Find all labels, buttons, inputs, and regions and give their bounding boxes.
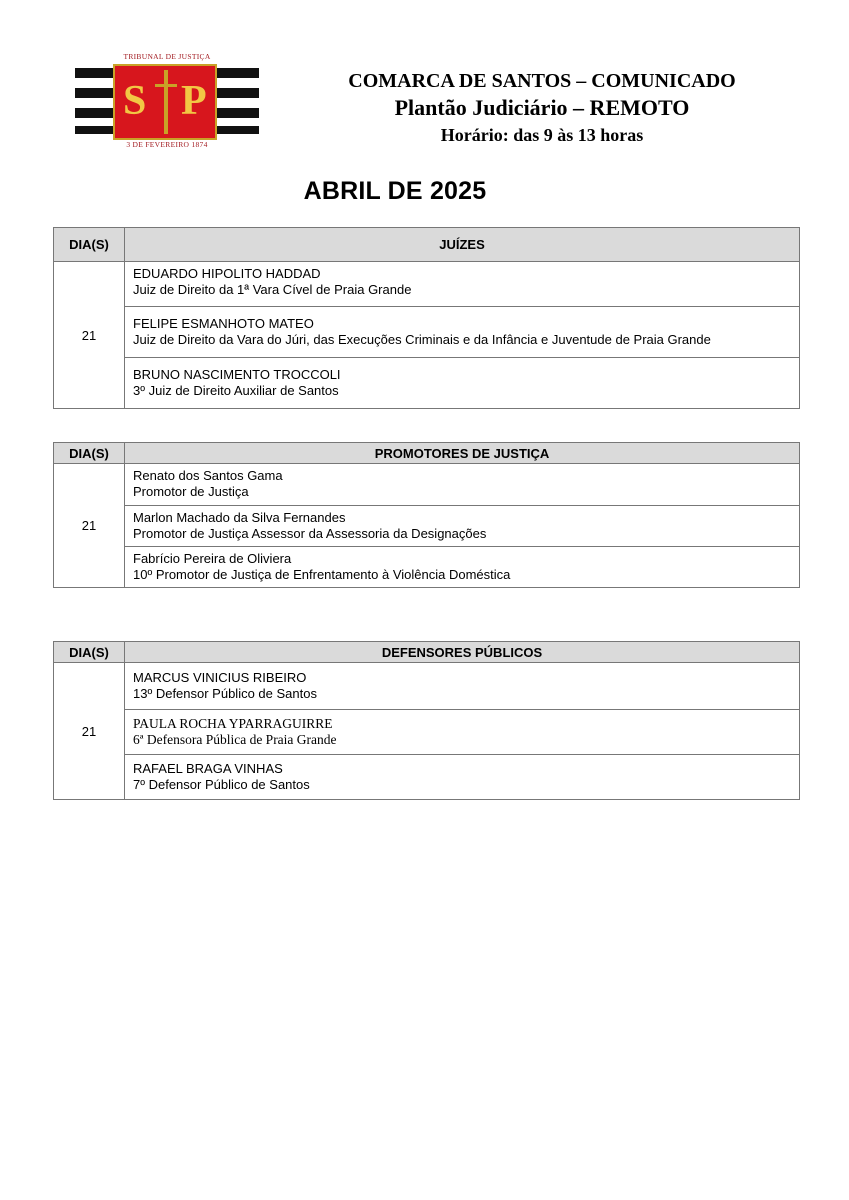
table-row [54, 710, 800, 755]
defenders-table [53, 641, 800, 800]
column-header-day: DIA(S) [54, 228, 125, 262]
entry-role: Promotor de Justiça [133, 484, 249, 499]
table-header-row [54, 642, 800, 663]
seal-bottom-text: 3 DE FEVEREIRO 1874 [126, 140, 208, 149]
sword-icon [164, 70, 168, 134]
day-cell: 21 [54, 663, 125, 800]
entry-cell [125, 547, 800, 588]
seal-letter-p: P [181, 78, 207, 124]
entry-role: 10º Promotor de Justiça de Enfrentamento à Violência Doméstica [133, 567, 511, 582]
sword-guard-icon [155, 84, 177, 87]
page-title: ABRIL DE 2025 [303, 177, 487, 205]
table-row [54, 262, 800, 307]
prosecutors-table [53, 442, 800, 588]
table-header-row [54, 228, 800, 262]
table-row [54, 755, 800, 800]
entry-name: FELIPE ESMANHOTO MATEO [133, 316, 314, 331]
column-header-defenders: DEFENSORES PÚBLICOS [125, 642, 800, 663]
column-header-day: DIA(S) [54, 443, 125, 464]
column-header-judges: JUÍZES [125, 228, 800, 262]
judges-table [53, 227, 800, 409]
court-seal-logo [75, 52, 259, 152]
entry-cell [125, 307, 800, 358]
entry-cell [125, 464, 800, 506]
entry-name: Marlon Machado da Silva Fernandes [133, 510, 346, 525]
entry-role: 3º Juiz de Direito Auxiliar de Santos [133, 383, 339, 398]
header-plantao: Plantão Judiciário – REMOTO [394, 95, 690, 120]
table-row [54, 663, 800, 710]
page-header [300, 68, 784, 148]
entry-name: Renato dos Santos Gama [133, 468, 283, 483]
entry-cell [125, 358, 800, 409]
table-row [54, 464, 800, 506]
day-cell: 21 [54, 464, 125, 588]
column-header-prosecutors: PROMOTORES DE JUSTIÇA [125, 443, 800, 464]
seal-top-text: TRIBUNAL DE JUSTIÇA [123, 52, 211, 61]
table-row [54, 358, 800, 409]
entry-name: Fabrício Pereira de Oliviera [133, 551, 292, 566]
header-horario: Horário: das 9 às 13 horas [440, 125, 644, 145]
entry-name: RAFAEL BRAGA VINHAS [133, 761, 283, 776]
table-row [54, 547, 800, 588]
column-header-day: DIA(S) [54, 642, 125, 663]
header-comarca: COMARCA DE SANTOS – COMUNICADO [348, 70, 736, 92]
day-cell: 21 [54, 262, 125, 409]
table-header-row [54, 443, 800, 464]
entry-role: 13º Defensor Público de Santos [133, 686, 317, 701]
seal-letter-s: S [123, 78, 147, 124]
entry-name: BRUNO NASCIMENTO TROCCOLI [133, 367, 341, 382]
entry-cell [125, 755, 800, 800]
entry-role: Promotor de Justiça Assessor da Assessoria da Designações [133, 526, 487, 541]
table-row [54, 307, 800, 358]
entry-name: EDUARDO HIPOLITO HADDAD [133, 266, 321, 281]
seal-shield [113, 64, 217, 140]
entry-name: PAULA ROCHA YPARRAGUIRRE [133, 716, 333, 731]
entry-role: Juiz de Direito da Vara do Júri, das Execuções Criminais e da Infância e Juventude de Praia Grande [133, 332, 711, 347]
entry-role: 6ª Defensora Pública de Praia Grande [133, 732, 337, 747]
entry-name: MARCUS VINICIUS RIBEIRO [133, 670, 307, 685]
table-row [54, 506, 800, 547]
entry-cell [125, 663, 800, 710]
entry-role: 7º Defensor Público de Santos [133, 777, 310, 792]
entry-cell [125, 506, 800, 547]
entry-cell [125, 262, 800, 307]
entry-cell [125, 710, 800, 755]
entry-role: Juiz de Direito da 1ª Vara Cível de Praia Grande [133, 282, 412, 297]
